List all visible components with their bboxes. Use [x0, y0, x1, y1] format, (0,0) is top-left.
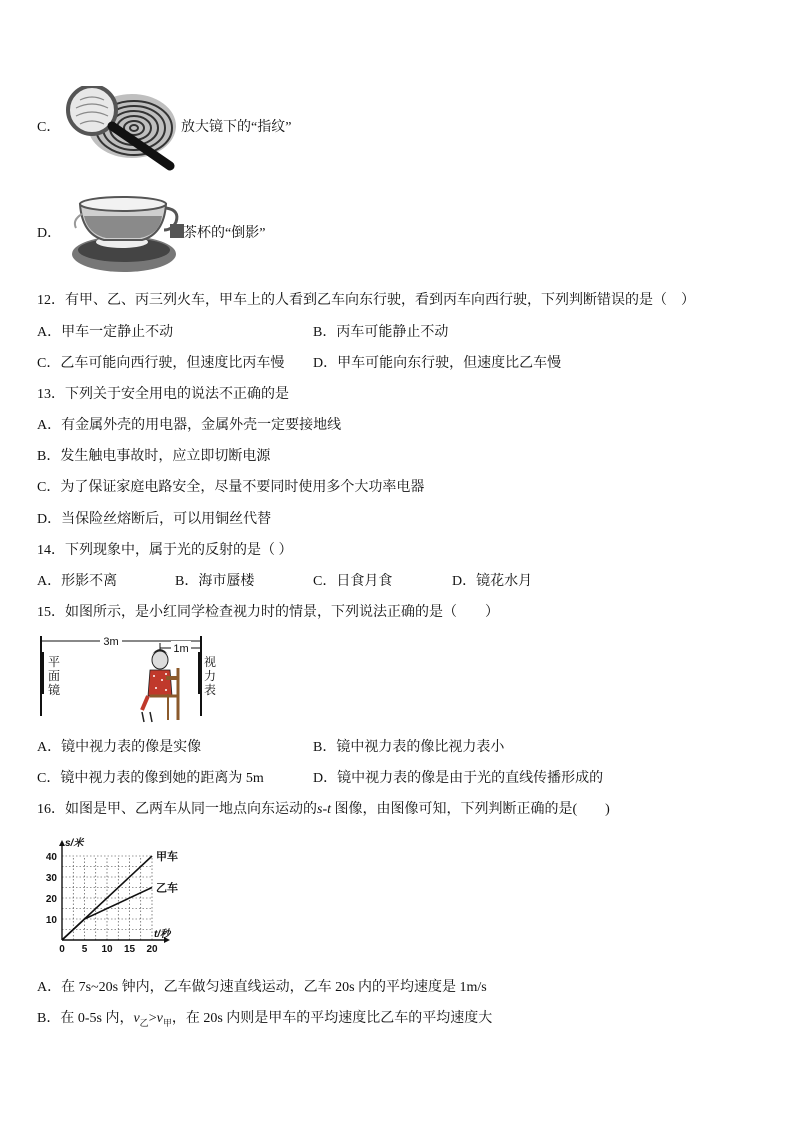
option-d-letter: D．: [37, 226, 62, 241]
q12-option-a: A．甲车一定静止不动: [37, 325, 174, 340]
series-name-label: 乙车: [156, 882, 178, 895]
q15-option-a: A．镜中视力表的像是实像: [37, 740, 202, 755]
tea-cup-reflection-image: [64, 188, 186, 283]
q13-option-d: D．当保险丝熔断后，可以用铜丝代替: [37, 512, 272, 527]
dist-1m-label: 1m: [173, 643, 189, 655]
option-d-text: 茶杯的“倒影”: [183, 226, 266, 241]
q16-stem-post: 图像，由图像可知，下列判断正确的是( ): [331, 802, 610, 817]
dist-3m-label: 3m: [103, 636, 119, 648]
q16-b-v2: v: [156, 1011, 163, 1026]
eye-test-figure: [38, 632, 228, 729]
q12-option-d: D．甲车可能向东行驶，但速度比乙车慢: [313, 356, 562, 371]
y-tick-label: 40: [45, 852, 57, 863]
q14-option-d: D．镜花水月: [452, 574, 533, 589]
x-tick-label: 15: [123, 944, 136, 954]
st-chart-svg: [36, 836, 196, 954]
q14-option-a: A．形影不离: [37, 574, 118, 589]
y-axis-label: s/米: [65, 838, 84, 849]
q16-b-post: ，在 20s 内则是甲车的平均速度比乙车的平均速度大: [171, 1011, 493, 1026]
y-tick-label: 30: [45, 873, 57, 884]
x-tick-label: 20: [146, 944, 158, 954]
q16-b-sub1: 乙: [139, 1017, 149, 1028]
q12-option-c: C．乙车可能向西行驶，但速度比丙车慢: [37, 356, 285, 371]
q16-option-b: [37, 1010, 492, 1032]
q16-option-a: A．在 7s~20s 钟内，乙车做匀速直线运动，乙车 20s 内的平均速度是 1m/s: [37, 980, 487, 995]
q16-stem: [37, 801, 610, 819]
st-graph: [36, 836, 196, 959]
q16-stem-st: s-t: [317, 802, 331, 817]
x-tick-label: 0: [59, 944, 65, 954]
x-tick-label: 10: [101, 944, 113, 954]
magnifier-fingerprint-image: [62, 86, 182, 177]
series-name-label: 甲车: [156, 851, 178, 863]
q14-stem: 14．下列现象中，属于光的反射的是（ ）: [37, 543, 293, 558]
q16-b-pre: B．在 0-5s 内，: [37, 1011, 134, 1026]
q15-option-c: C．镜中视力表的像到她的距离为 5m: [37, 771, 264, 786]
q16-b-v1: v: [133, 1011, 140, 1026]
q16-b-sub2: 甲: [162, 1017, 172, 1028]
q13-option-b: B．发生触电事故时，应立即切断电源: [37, 449, 271, 464]
chart-label: 视力表: [204, 655, 217, 697]
q12-stem: 12．有甲、乙、丙三列火车，甲车上的人看到乙车向东行驶，看到丙车向西行驶，下列判断错误的是（ ）: [37, 293, 695, 308]
x-axis-label: t/秒: [154, 929, 171, 940]
option-c-letter: C．: [37, 120, 61, 135]
y-tick-label: 20: [45, 894, 57, 905]
q15-option-d: D．镜中视力表的像是由于光的直线传播形成的: [313, 771, 604, 786]
q14-option-c: C．日食月食: [313, 574, 393, 589]
y-tick-label: 10: [45, 915, 57, 926]
q16-b-gt: >: [148, 1011, 157, 1026]
q16-stem-pre: 16．如图是甲、乙两车从同一地点向东运动的: [37, 802, 317, 817]
girl-on-chair: [142, 649, 178, 722]
q13-stem: 13．下列关于安全用电的说法不正确的是: [37, 387, 289, 402]
option-c-text: 放大镜下的“指纹”: [181, 120, 292, 135]
q14-option-b: B．海市蜃楼: [175, 574, 255, 589]
q15-option-b: B．镜中视力表的像比视力表小: [313, 740, 505, 755]
x-tick-label: 5: [81, 944, 88, 954]
q15-stem: 15．如图所示，是小红同学检查视力时的情景，下列说法正确的是（ ）: [37, 605, 499, 620]
q12-option-b: B．丙车可能静止不动: [313, 325, 449, 340]
q13-option-a: A．有金属外壳的用电器，金属外壳一定要接地线: [37, 418, 342, 433]
mirror-label: 平面镜: [48, 655, 61, 697]
q13-option-c: C．为了保证家庭电路安全，尽量不要同时使用多个大功率电器: [37, 480, 425, 495]
